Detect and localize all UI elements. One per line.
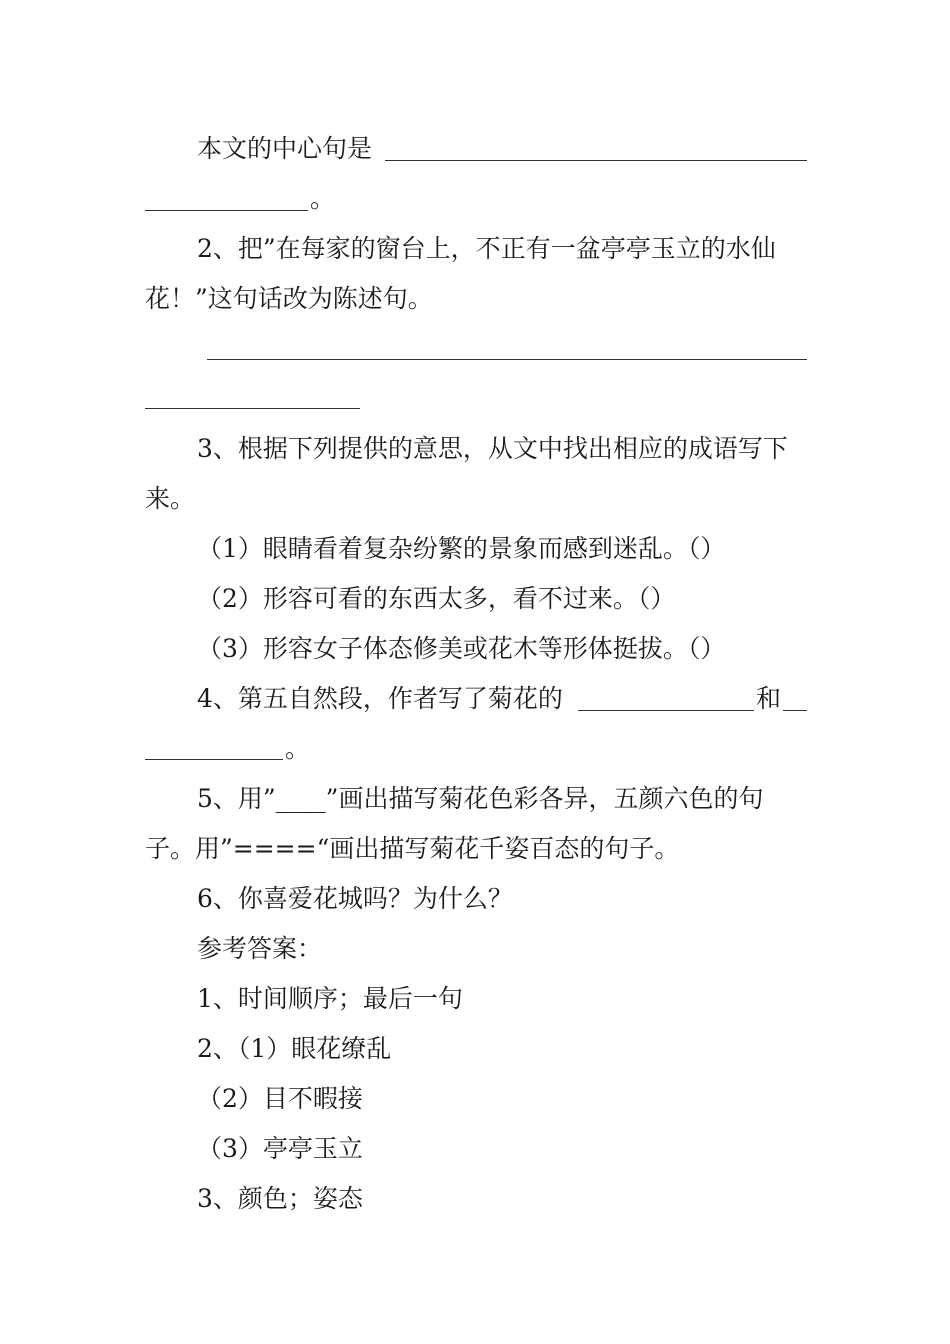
q3-item-1: （1）眼睛看着复杂纷繁的景象而感到迷乱。（） [197, 534, 726, 563]
q1-answer-blank-cont[interactable] [145, 210, 308, 211]
answer-2: 2、（1）眼花缭乱 [197, 1034, 392, 1063]
q3-line-1: 3、根据下列提供的意思，从文中找出相应的成语写下 [197, 434, 788, 463]
q6-line: 6、你喜爱花城吗？为什么？ [197, 884, 513, 913]
q4-answer-blank-1[interactable] [578, 710, 754, 711]
q3-line-2: 来。 [145, 484, 196, 513]
q3-item-3: （3）形容女子体态修美或花木等形体挺拔。（） [197, 634, 726, 663]
q1-center-sentence-prompt: 本文的中心句是 [197, 134, 373, 163]
q5-line-1: 5、用”____”画出描写菊花色彩各异，五颜六色的句 [197, 784, 764, 813]
q2-answer-blank-cont[interactable] [145, 408, 360, 409]
q2-answer-blank[interactable] [207, 359, 807, 360]
q2-line-1: 2、把”在每家的窗台上，不正有一盆亭亭玉立的水仙 [197, 234, 776, 263]
q1-answer-blank[interactable] [385, 160, 807, 161]
q3-item-2: （2）形容可看的东西太多，看不过来。（） [197, 584, 676, 613]
q4-and: 和 [756, 684, 782, 713]
q4-line-1: 4、第五自然段，作者写了菊花的 [197, 684, 563, 713]
q4-period: 。 [285, 734, 311, 763]
answer-2-part-2: （2）目不暇接 [197, 1084, 363, 1113]
answers-title: 参考答案： [197, 934, 323, 963]
q2-line-2: 花！”这句话改为陈述句。 [145, 284, 433, 313]
q5-line-2: 子。用”====“画出描写菊花千姿百态的句子。 [145, 834, 680, 863]
answer-3: 3、颜色；姿态 [197, 1184, 363, 1213]
q1-period: 。 [310, 184, 336, 213]
q4-answer-blank-2[interactable] [783, 710, 807, 711]
q4-answer-blank-2-cont[interactable] [145, 759, 283, 760]
answer-1: 1、时间顺序；最后一句 [197, 984, 463, 1013]
answer-2-part-3: （3）亭亭玉立 [197, 1134, 363, 1163]
